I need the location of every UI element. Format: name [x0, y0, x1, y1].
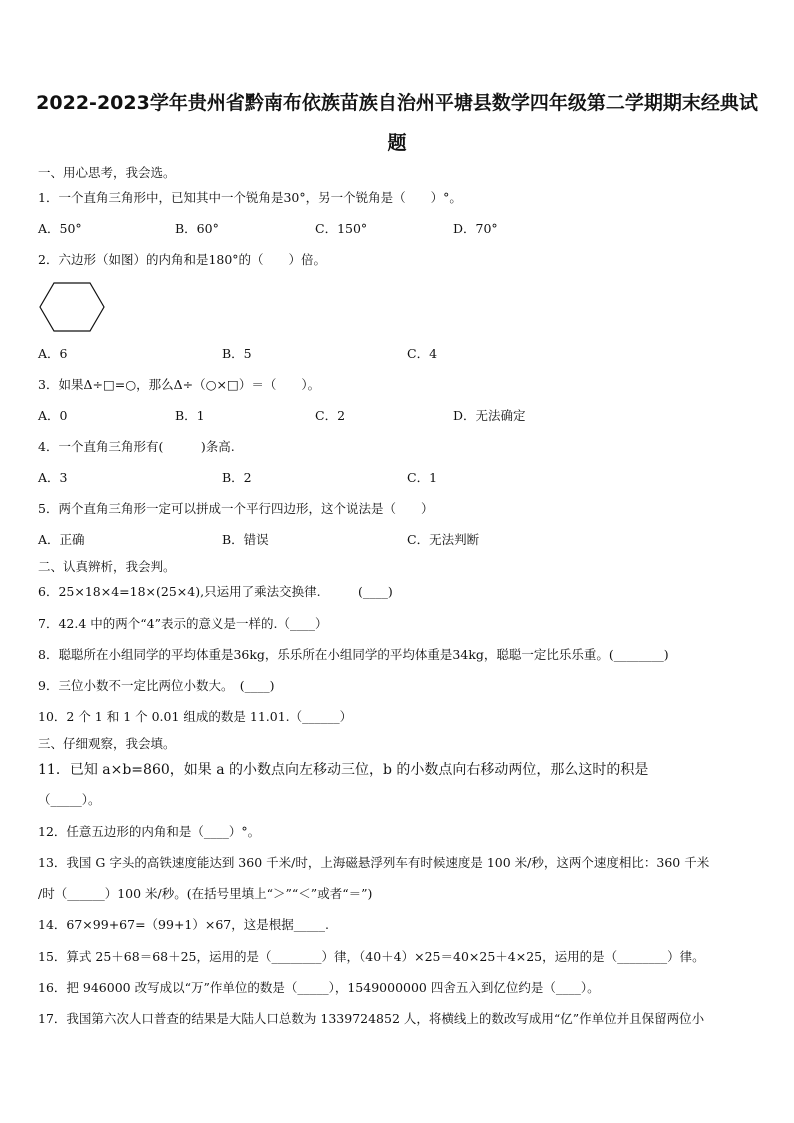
q1-option-a: A．50°: [38, 221, 82, 236]
page-title-line2: 题: [387, 132, 407, 154]
q1-option-b: B．60°: [175, 221, 219, 236]
question-6: 6．25×18×4=18×(25×4),只运用了乘法交换律. (____): [38, 584, 393, 599]
question-2: 2．六边形（如图）的内角和是180°的（ ）倍。: [38, 252, 327, 267]
q4-option-a: A．3: [38, 470, 68, 485]
question-12: 12．任意五边形的内角和是（____）°。: [38, 824, 261, 839]
question-15: 15．算式 25＋68＝68＋25，运用的是（________）律，（40＋4）×25＝40×25＋4×25，运用的是（________）律。: [38, 949, 705, 964]
q3-option-a: A．0: [38, 408, 68, 423]
q1-option-c: C．150°: [315, 221, 368, 236]
q5-option-c: C．无法判断: [407, 532, 480, 547]
question-4: 4．一个直角三角形有( )条高.: [38, 439, 235, 454]
q5-option-b: B．错误: [222, 532, 269, 547]
question-7: 7．42.4 中的两个“4”表示的意义是一样的.（____）: [38, 616, 328, 631]
question-10: 10．2 个 1 和 1 个 0.01 组成的数是 11.01.（______）: [38, 709, 353, 724]
q4-option-b: B．2: [222, 470, 252, 485]
page-title-line1: 2022-2023学年贵州省黔南布依族苗族自治州平塘县数学四年级第二学期期末经典试: [36, 92, 758, 114]
q2-option-b: B．5: [222, 346, 252, 361]
q3-option-d: D．无法确定: [453, 408, 526, 423]
question-9: 9．三位小数不一定比两位小数大。 (____): [38, 678, 275, 693]
q2-option-a: A．6: [38, 346, 68, 361]
q5-option-a: A．正确: [38, 532, 85, 547]
section-heading-judge: 二、认真辨析，我会判。: [38, 559, 176, 574]
question-16: 16．把 946000 改写成以“万”作单位的数是（_____），1549000000 四舍五入到亿位约是（____）。: [38, 980, 600, 995]
question-3: 3．如果Δ÷□=○，那么Δ÷（○×□）＝（ ）。: [38, 377, 321, 392]
section-heading-choice: 一、用心思考，我会选。: [38, 165, 176, 180]
question-5: 5．两个直角三角形一定可以拼成一个平行四边形，这个说法是（ ）: [38, 501, 434, 516]
question-11-line2: （_____）。: [38, 792, 101, 807]
q3-option-c: C．2: [315, 408, 346, 423]
question-13-line1: 13．我国 G 字头的高铁速度能达到 360 千米/时，上海磁悬浮列车有时候速度是 100 米/秒，这两个速度相比：360 千米: [38, 855, 710, 870]
section-heading-fill: 三、仔细观察，我会填。: [38, 736, 176, 751]
question-17: 17．我国第六次人口普查的结果是大陆人口总数为 1339724852 人，将横线上的数改写成用“亿”作单位并且保留两位小: [38, 1011, 705, 1026]
q1-option-d: D．70°: [453, 221, 498, 236]
question-13-line2: /时（______）100 米/秒。(在括号里填上“＞”“＜”或者“＝”): [38, 886, 373, 901]
q4-option-c: C．1: [407, 470, 438, 485]
q3-option-b: B．1: [175, 408, 205, 423]
question-11-line1: 11．已知 a×b=860，如果 a 的小数点向左移动三位，b 的小数点向右移动两位，那么这时的积是: [38, 762, 649, 778]
question-8: 8．聪聪所在小组同学的平均体重是36kg，乐乐所在小组同学的平均体重是34kg，聪聪一定比乐乐重。(________): [38, 647, 669, 662]
question-14: 14．67×99+67=（99+1）×67，这是根据_____.: [38, 917, 329, 932]
hexagon-icon: [38, 282, 106, 332]
q2-option-c: C．4: [407, 346, 438, 361]
question-1: 1．一个直角三角形中，已知其中一个锐角是30°，另一个锐角是（ ）°。: [38, 190, 462, 205]
